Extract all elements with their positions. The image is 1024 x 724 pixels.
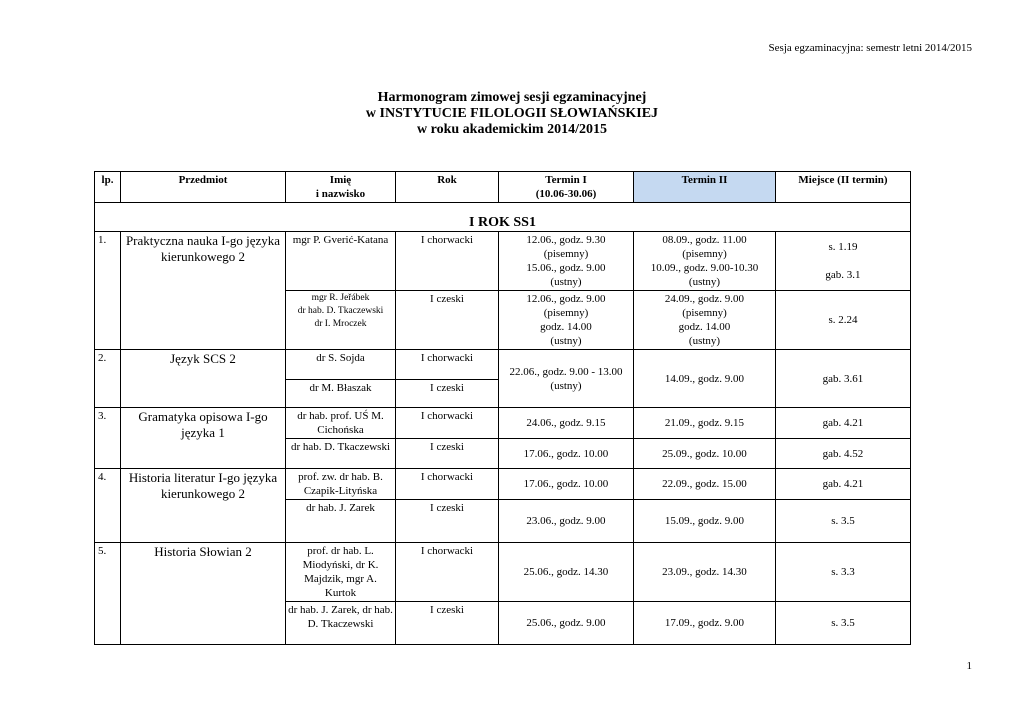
termin2: 24.09., godz. 9.00 (pisemny) godz. 14.00 (ustny) xyxy=(634,291,776,350)
termin1: 25.06., godz. 9.00 xyxy=(499,602,634,645)
col-termin1: Termin I (10.06-30.06) xyxy=(499,172,634,203)
year-group: I chorwacki xyxy=(396,232,499,291)
document-header: Sesja egzaminacyjna: semestr letni 2014/2015 xyxy=(768,42,972,54)
termin1: 12.06., godz. 9.00 (pisemny) godz. 14.00 (ustny) xyxy=(499,291,634,350)
teacher: dr hab. J. Zarek xyxy=(286,500,396,543)
termin1: 17.06., godz. 10.00 xyxy=(499,469,634,500)
year-heading-row xyxy=(95,203,911,232)
termin1: 25.06., godz. 14.30 xyxy=(499,543,634,602)
title-line: w roku akademickim 2014/2015 xyxy=(417,122,607,137)
teacher: prof. dr hab. L. Miodyński, dr K. Majdzik, mgr A. Kurtok xyxy=(286,543,396,602)
termin1: 23.06., godz. 9.00 xyxy=(499,500,634,543)
table-header-row xyxy=(95,172,911,203)
exam-schedule-table xyxy=(94,171,911,645)
row-number: 1. xyxy=(95,232,121,350)
title-line: w INSTYTUCIE FILOLOGII SŁOWIAŃSKIEJ xyxy=(365,106,659,121)
year-group: I czeski xyxy=(396,291,499,350)
year-group: I czeski xyxy=(396,380,499,408)
subject: Gramatyka opisowa I-go języka 1 xyxy=(121,408,286,469)
termin2: 15.09., godz. 9.00 xyxy=(634,500,776,543)
year-heading: I ROK SS1 xyxy=(95,203,911,232)
teacher: mgr R. Jeřábek dr hab. D. Tkaczewski dr I. Mroczek xyxy=(286,291,396,350)
termin2: 22.09., godz. 15.00 xyxy=(634,469,776,500)
year-group: I chorwacki xyxy=(396,350,499,380)
teacher: dr hab. J. Zarek, dr hab. D. Tkaczewski xyxy=(286,602,396,645)
termin2: 14.09., godz. 9.00 xyxy=(634,350,776,408)
place: s. 2.24 xyxy=(776,291,911,350)
place: gab. 3.61 xyxy=(776,350,911,408)
table-row xyxy=(95,232,911,291)
year-group: I czeski xyxy=(396,500,499,543)
teacher: prof. zw. dr hab. B. Czapik-Lityńska xyxy=(286,469,396,500)
termin2: 23.09., godz. 14.30 xyxy=(634,543,776,602)
place: s. 3.5 xyxy=(776,602,911,645)
place: gab. 4.21 xyxy=(776,408,911,439)
subject: Historia Słowian 2 xyxy=(121,543,286,645)
termin1: 22.06., godz. 9.00 - 13.00 (ustny) xyxy=(499,350,634,408)
subject: Praktyczna nauka I-go języka kierunkowego 2 xyxy=(121,232,286,350)
page-number: 1 xyxy=(966,660,972,672)
place: s. 3.5 xyxy=(776,500,911,543)
termin2: 17.09., godz. 9.00 xyxy=(634,602,776,645)
year-group: I chorwacki xyxy=(396,408,499,439)
col-subject: Przedmiot xyxy=(121,172,286,203)
termin2: 21.09., godz. 9.15 xyxy=(634,408,776,439)
table-row xyxy=(95,350,911,380)
col-termin2: Termin II xyxy=(634,172,776,203)
place: s. 1.19 gab. 3.1 xyxy=(776,232,911,291)
termin2: 08.09., godz. 11.00 (pisemny) 10.09., godz. 9.00-10.30 (ustny) xyxy=(634,232,776,291)
col-lp: lp. xyxy=(95,172,121,203)
row-number: 4. xyxy=(95,469,121,543)
table-row xyxy=(95,469,911,500)
year-group: I czeski xyxy=(396,602,499,645)
teacher: dr hab. prof. UŚ M. Cichońska xyxy=(286,408,396,439)
year-group: I chorwacki xyxy=(396,469,499,500)
place: gab. 4.52 xyxy=(776,439,911,469)
row-number: 3. xyxy=(95,408,121,469)
termin1: 24.06., godz. 9.15 xyxy=(499,408,634,439)
title-line: Harmonogram zimowej sesji egzaminacyjnej xyxy=(377,90,647,105)
table-row xyxy=(95,543,911,602)
termin2: 25.09., godz. 10.00 xyxy=(634,439,776,469)
row-number: 5. xyxy=(95,543,121,645)
teacher: mgr P. Gverić-Katana xyxy=(286,232,396,291)
teacher: dr S. Sojda xyxy=(286,350,396,380)
teacher: dr M. Błaszak xyxy=(286,380,396,408)
row-number: 2. xyxy=(95,350,121,408)
place: s. 3.3 xyxy=(776,543,911,602)
document-title xyxy=(0,90,1024,138)
col-name: Imię i nazwisko xyxy=(286,172,396,203)
teacher: dr hab. D. Tkaczewski xyxy=(286,439,396,469)
place: gab. 4.21 xyxy=(776,469,911,500)
year-group: I chorwacki xyxy=(396,543,499,602)
termin1: 17.06., godz. 10.00 xyxy=(499,439,634,469)
col-miejsce: Miejsce (II termin) xyxy=(776,172,911,203)
table-row xyxy=(95,408,911,439)
termin1: 12.06., godz. 9.30 (pisemny) 15.06., godz. 9.00 (ustny) xyxy=(499,232,634,291)
year-group: I czeski xyxy=(396,439,499,469)
col-rok: Rok xyxy=(396,172,499,203)
subject: Historia literatur I-go języka kierunkowego 2 xyxy=(121,469,286,543)
subject: Język SCS 2 xyxy=(121,350,286,408)
